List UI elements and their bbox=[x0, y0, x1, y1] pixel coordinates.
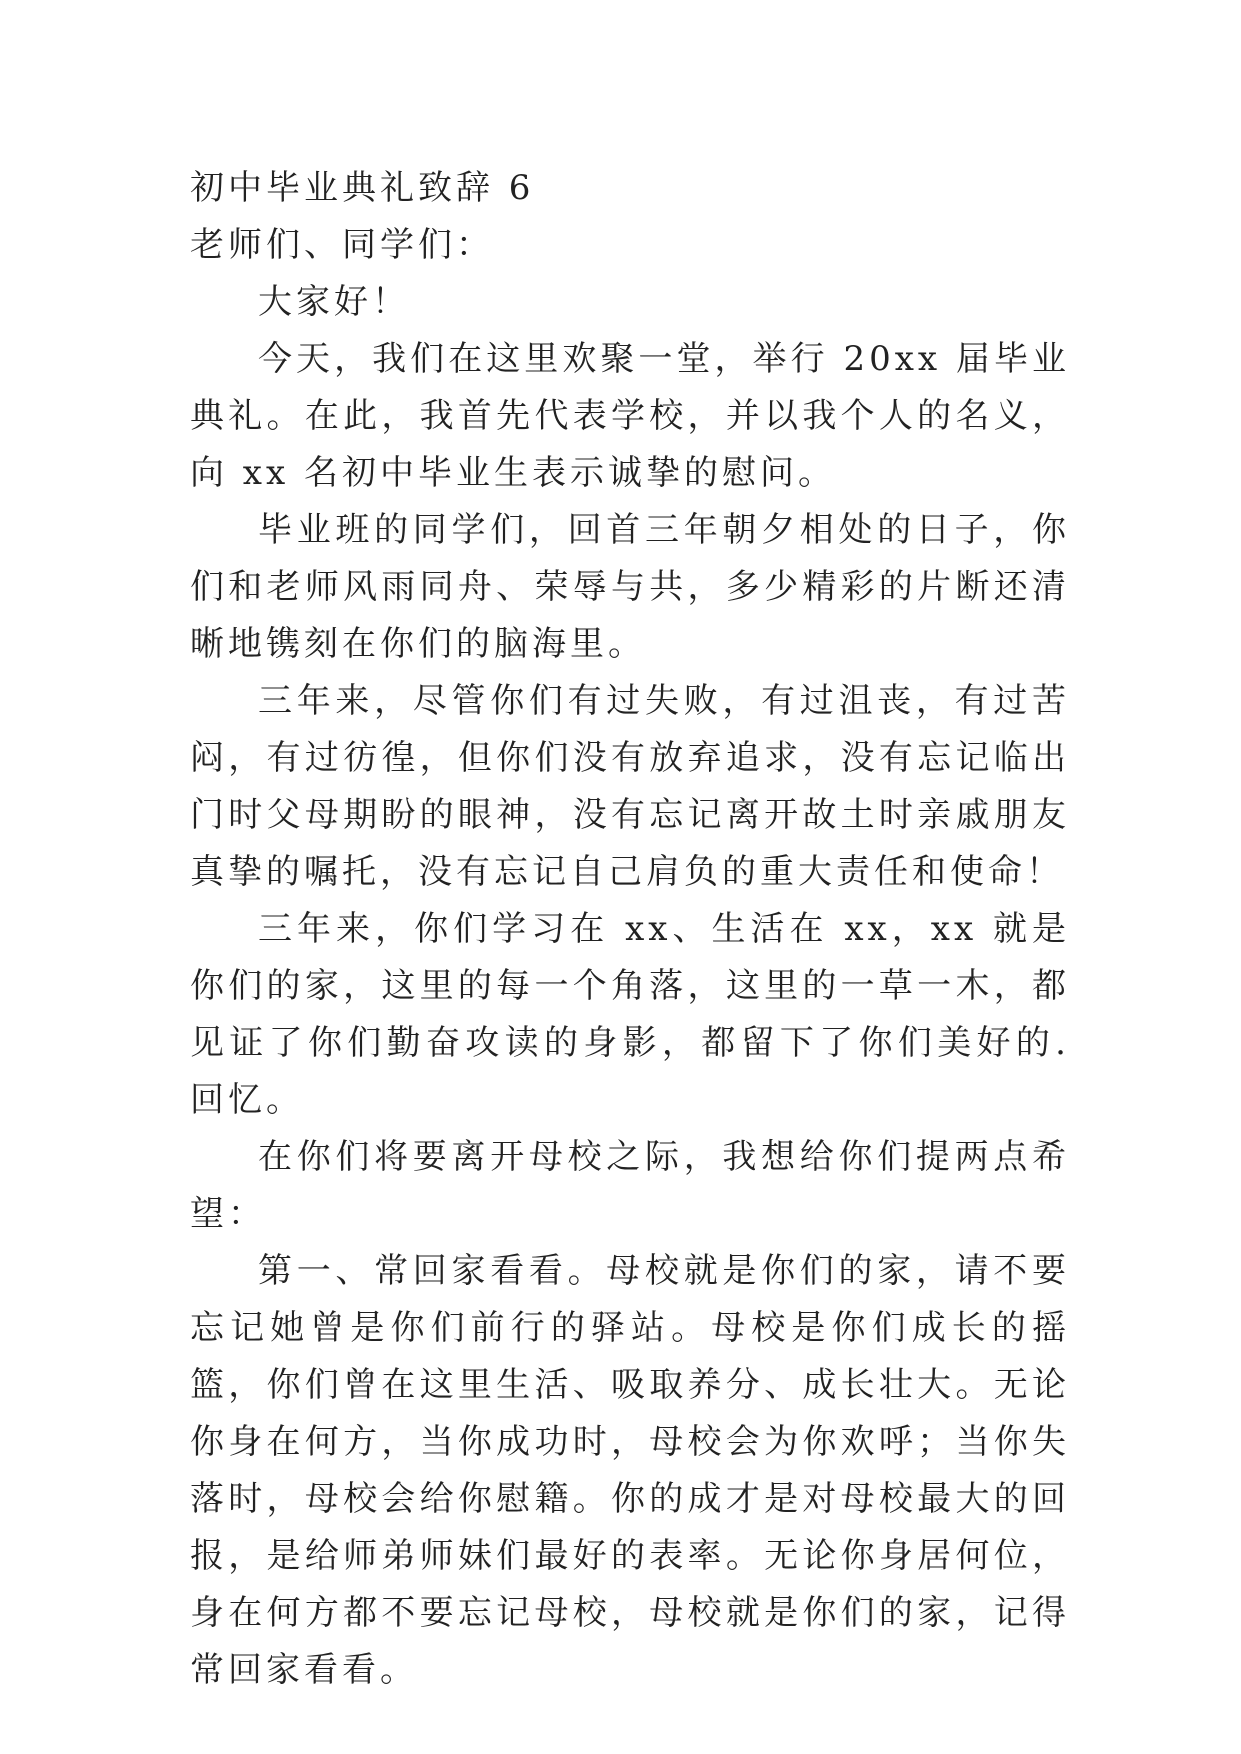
paragraph-hopes-intro: 在你们将要离开母校之际，我想给你们提两点希望： bbox=[190, 1137, 1070, 1234]
paragraph-school-home: 三年来，你们学习在 xx、生活在 xx，xx 就是你们的家，这里的每一个角落，这里的一草一木，都见证了你们勤奋攻读的身影，都留下了你们美好的. 回忆。 bbox=[190, 909, 1070, 1120]
paragraph-perseverance: 三年来，尽管你们有过失败，有过沮丧，有过苦闷，有过彷徨，但你们没有放弃追求，没有忘记临出门时父母期盼的眼神，没有忘记离开故土时亲戚朋友真挚的嘱托，没有忘记自己肩负的重大责任和使命！ bbox=[190, 681, 1070, 892]
paragraph-intro: 今天，我们在这里欢聚一堂，举行 20xx 届毕业典礼。在此，我首先代表学校，并以我个人的名义，向 xx 名初中毕业生表示诚挚的慰问。 bbox=[190, 339, 1070, 493]
document-title: 初中毕业典礼致辞 6 bbox=[190, 168, 535, 208]
paragraph-hope-one: 第一、常回家看看。母校就是你们的家，请不要忘记她曾是你们前行的驿站。母校是你们成长的摇篮，你们曾在这里生活、吸取养分、成长壮大。无论你身在何方，当你成功时，母校会为你欢呼；当你失落时，母校会给你慰籍。你的成才是对母校最大的回报，是给师弟师妹们最好的表率。无论你身居何位，身在何方都不要忘记母校，母校就是你们的家，记得常回家看看。 bbox=[190, 1251, 1070, 1690]
document-body bbox=[190, 160, 1070, 1699]
paragraph-greeting: 大家好！ bbox=[258, 282, 410, 322]
paragraph-memories: 毕业班的同学们，回首三年朝夕相处的日子，你们和老师风雨同舟、荣辱与共，多少精彩的片断还清晰地镌刻在你们的脑海里。 bbox=[190, 510, 1070, 664]
salutation: 老师们、同学们： bbox=[190, 225, 494, 265]
